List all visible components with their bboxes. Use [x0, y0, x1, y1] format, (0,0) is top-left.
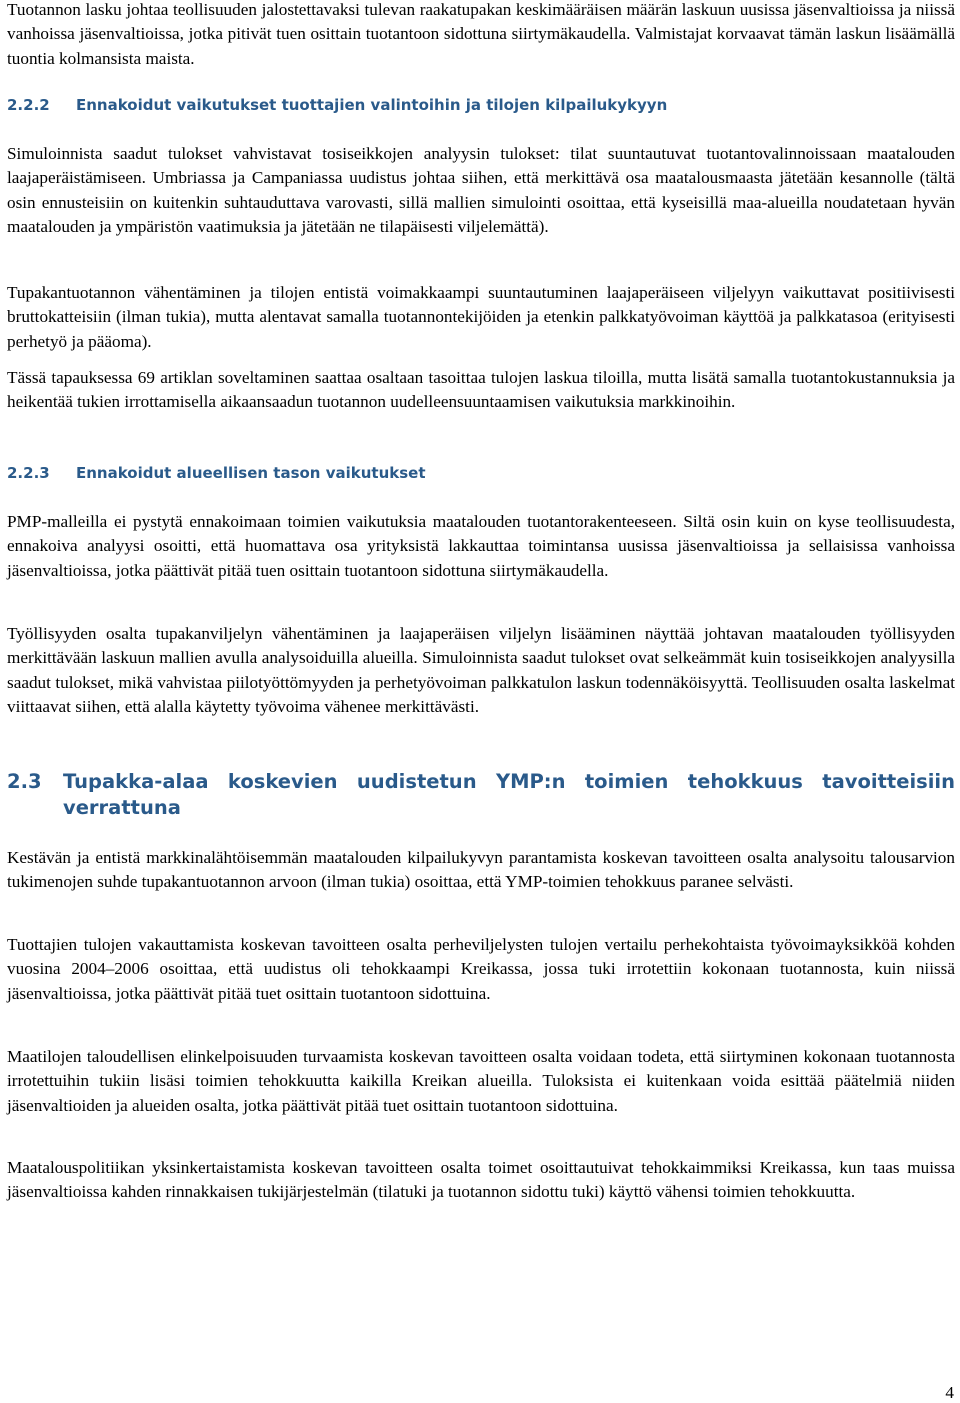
heading-title: Ennakoidut vaikutukset tuottajien valintoihin ja tilojen kilpailukykyyn [76, 96, 668, 114]
heading-title: Ennakoidut alueellisen tason vaikutukset [76, 464, 426, 482]
paragraph: Tuotannon lasku johtaa teollisuuden jalostettavaksi tulevan raakatupakan keskimääräisen määrän laskuun uusissa jäsenvaltioissa ja niissä vanhoissa jäsenvaltioissa, jotka pitivät tuen osittain tuotantoon sidottuna siirtymäkaudella. Valmistajat korvaavat tämän laskun lisäämällä tuontia kolmansista maista. [7, 0, 955, 68]
paragraph: Tässä tapauksessa 69 artiklan soveltaminen saattaa osaltaan tasoittaa tulojen laskua tiloilla, mutta lisätä samalla tuotantokustannuksia ja heikentää tukien irrottamisella aikaansaadun tuotannon uudelleensuuntaamisen vaikutuksia markkinoihin. [7, 368, 955, 412]
paragraph: Maatilojen taloudellisen elinkelpoisuuden turvaamista koskevan tavoitteen osalta voidaan todeta, että siirtyminen kokonaan tuotannosta irrotettuihin tukiin lisäsi toimien tehokkuutta kaikilla Kreikan alueilla. Tuloksista ei kuitenkaan voida esittää päätelmiä niiden jäsenvaltioiden ja alueiden osalta, jotka päättivät pitää tuet osittain tuotantoon sidottuina. [7, 1047, 955, 1115]
page-number: 4 [945, 1383, 954, 1402]
paragraph: Maatalouspolitiikan yksinkertaistamista koskevan tavoitteen osalta toimet osoittautuivat tehokkaimmiksi Kreikassa, kun taas muissa jäsenvaltioissa kahden rinnakkaisen tukijärjestelmän (tilatuki ja tuotannon sidottu tuki) käyttö vähensi toimien tehokkuutta. [7, 1158, 955, 1202]
paragraph: Tupakantuotannon vähentäminen ja tilojen entistä voimakkaampi suuntautuminen laajaperäiseen viljelyyn vaikuttavat positiivisesti bruttokatteisiin (ilman tukia), mutta alentavat samalla tuotannontekijöiden ja etenkin palkkatyövoiman käyttöä ja palkkatasoa (erityisesti perhetyö ja pääoma). [7, 283, 955, 351]
section-heading-2-2-3 [7, 463, 426, 483]
heading-number: 2.3 [7, 770, 42, 793]
section-heading-2-3 [7, 769, 955, 821]
heading-number: 2.2.2 [7, 96, 50, 114]
section-heading-2-2-2 [7, 95, 667, 115]
paragraph: Kestävän ja entistä markkinalähtöisemmän maatalouden kilpailukyvyn parantamista koskevan tavoitteen osalta analysoitu talousarvion tukimenojen suhde tupakantuotannon arvoon (ilman tukia) osoittaa, että YMP-toimien tehokkuus paranee selvästi. [7, 848, 955, 892]
paragraph: Tuottajien tulojen vakauttamista koskevan tavoitteen osalta perheviljelysten tulojen vertailu perhekohtaista työvoimayksikköä kohden vuosina 2004–2006 osoittaa, että uudistus oli tehokkaampi Kreikassa, jossa tuki irrotettiin kokonaan tuotannosta, kuin niissä jäsenvaltioissa, jotka päättivät pitää tuet osittain tuotantoon sidottuina. [7, 935, 955, 1003]
heading-title: Tupakka-alaa koskevien uudistetun YMP:n toimien tehokkuus tavoitteisiin verrattuna [63, 770, 955, 819]
heading-number: 2.2.3 [7, 464, 50, 482]
paragraph: Työllisyyden osalta tupakanviljelyn vähentäminen ja laajaperäisen viljelyn lisääminen näyttää johtavan maatalouden työllisyyden merkittävään laskuun mallien avulla analysoiduilla alueilla. Simuloinnista saadut tulokset ovat selkeämmät kuin tosiseikkojen analyysilla saadut tulokset, mikä vahvistaa piilotyöttömyyden ja perhetyövoiman palkkatulon laskun todennäköisyyttä. Teollisuuden osalta laskelmat viittaavat siihen, että alalla käytetty työvoima vähenee merkittävästi. [7, 624, 955, 716]
paragraph: Simuloinnista saadut tulokset vahvistavat tosiseikkojen analyysin tulokset: tilat suuntautuvat tuotantovalinnoissaan maatalouden laajaperäistämiseen. Umbriassa ja Campaniassa uudistus johtaa siihen, että merkittävä osa maatalousmaasta jätetään kesannolle (tältä osin ennusteisiin on kuitenkin suhtauduttava varovasti, sillä mallien simulointi osoittaa, että kyseisillä maa-alueilla noudatetaan hyvän maatalouden ja ympäristön vaatimuksia ja jätetään ne tilapäisesti viljelemättä). [7, 144, 955, 236]
paragraph: PMP-malleilla ei pystytä ennakoimaan toimien vaikutuksia maatalouden tuotantorakenteeseen. Siltä osin kuin on kyse teollisuudesta, ennakoiva analyysi osoitti, että huomattava osa yrityksistä lakkauttaa toimintansa uusissa jäsenvaltioissa ja sellaisissa vanhoissa jäsenvaltioissa, jotka päättivät pitää tuen osittain tuotantoon sidottuna siirtymäkaudella. [7, 512, 955, 580]
